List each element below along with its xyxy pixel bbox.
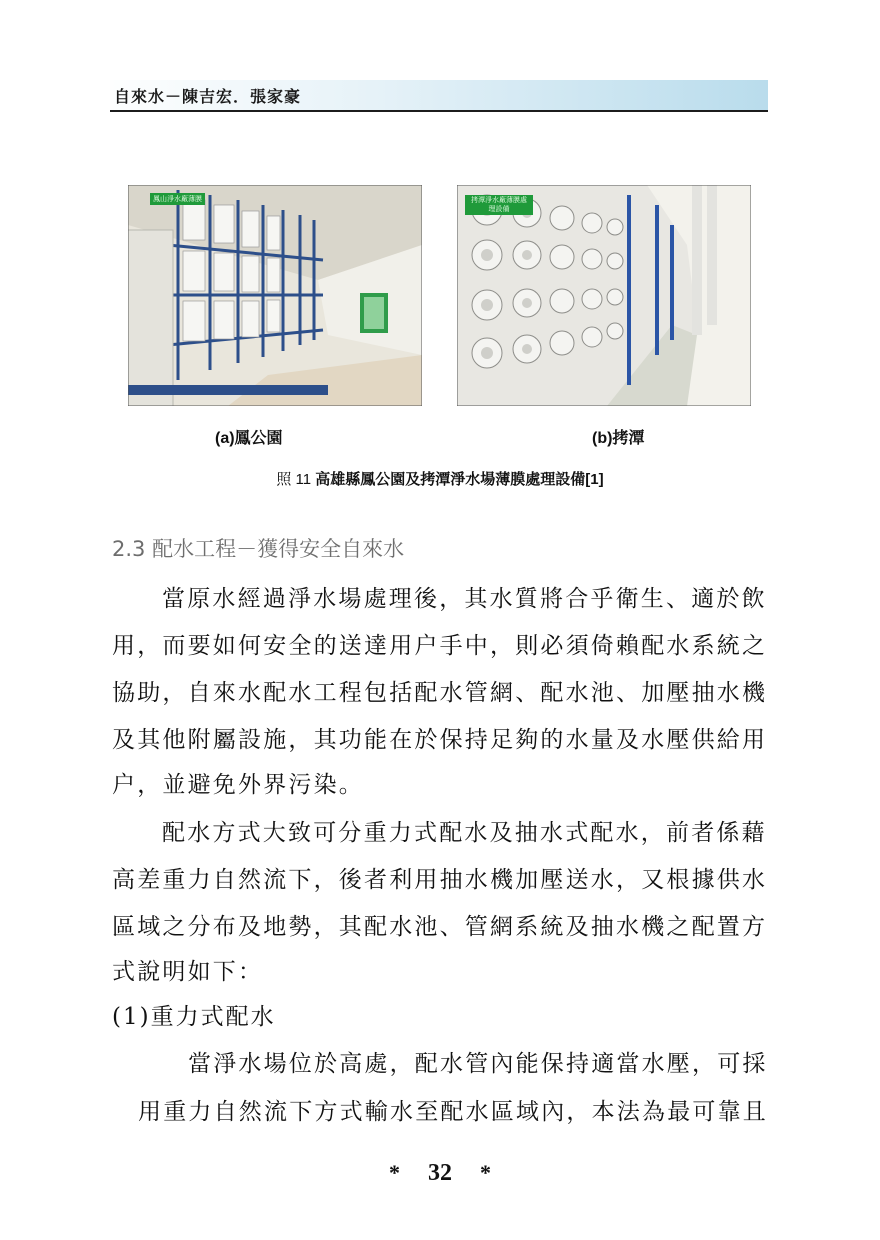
footer-star-right: * [480, 1160, 491, 1185]
paragraph-line: 户，並避免外界污染。 [112, 772, 364, 798]
paragraph-line: 及其他附屬設施，其功能在於保持足夠的水量及水壓供給用 [112, 727, 768, 753]
running-title: 自來水－陳吉宏．張家豪 [114, 87, 302, 106]
plant-sign-a: 鳳山淨水廠薄膜 [150, 193, 205, 205]
paragraph-line: 協助，自來水配水工程包括配水管網、配水池、加壓抽水機 [112, 680, 768, 706]
sub-caption-b: (b)拷潭 [592, 430, 645, 447]
paragraph-line: 區域之分布及地勢，其配水池、管網系統及抽水機之配置方 [112, 914, 768, 940]
paragraph-line: 配水方式大致可分重力式配水及抽水式配水，前者係藉 [162, 820, 767, 846]
section-heading: 2.3 配水工程－獲得安全自來水 [112, 537, 405, 561]
figure-caption-prefix: 照 11 [276, 471, 312, 488]
footer-star-left: * [389, 1160, 400, 1185]
paragraph-line: 當淨水場位於高處，配水管內能保持適當水壓，可採 [188, 1051, 768, 1077]
figure-caption-text: 高雄縣鳳公園及拷潭淨水場薄膜處理設備[1] [315, 471, 604, 488]
sub-caption-a: (a)鳳公園 [215, 430, 283, 447]
plant-sign-b: 拷潭淨水廠薄膜處理設備 [465, 195, 533, 215]
subsection-heading: (1)重力式配水 [112, 1004, 276, 1030]
paragraph-line: 當原水經過淨水場處理後，其水質將合乎衛生、適於飲 [162, 586, 767, 612]
running-header [110, 80, 768, 112]
page-footer [0, 1160, 880, 1187]
photo-membrane-plant-b [457, 185, 751, 406]
paragraph-line: 高差重力自然流下，後者利用抽水機加壓送水，又根據供水 [112, 867, 768, 893]
page-number: 32 [428, 1160, 452, 1186]
paragraph-line: 用，而要如何安全的送達用户手中，則必須倚賴配水系統之 [112, 633, 768, 659]
figure-caption [0, 468, 880, 489]
paragraph-line: 用重力自然流下方式輸水至配水區域內，本法為最可靠且 [138, 1099, 768, 1125]
paragraph-line: 式說明如下： [112, 959, 264, 985]
photo-membrane-plant-a [128, 185, 422, 406]
